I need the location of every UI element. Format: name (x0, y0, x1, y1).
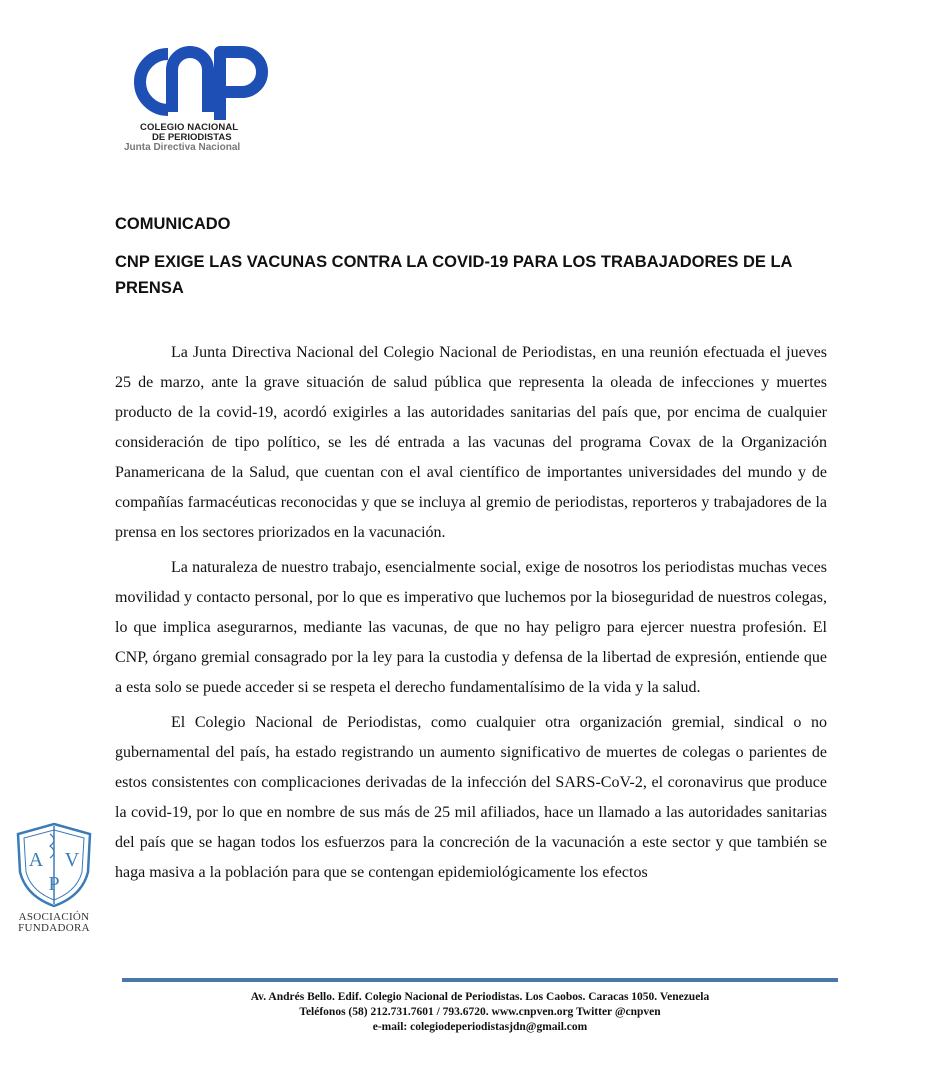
cnp-logo-graphic (120, 40, 280, 125)
avp-seal (10, 820, 98, 910)
document-body (115, 338, 827, 893)
avp-seal-icon (10, 820, 98, 910)
avp-letter-a: A (28, 849, 44, 871)
paragraph-1: La Junta Directiva Nacional del Colegio Nacional de Periodistas, en una reunión efectuada el jueves 25 de marzo, ante la grave situación de salud pública que representa la oleada de infecciones y muertes producto de la covid-19, acordó exigirles a las autoridades sanitarias del país que, por encima de cualquier consideración de tipo político, se les dé entrada a las vacunas del programa Covax de la Organización Panamericana de la Salud, que cuentan con el aval científico de importantes universidades del mundo y de compañías farmacéuticas reconocidas y que se incluya al gremio de periodistas, reporteros y trabajadores de la prensa en los sectores priorizados en la vacunación. (115, 344, 827, 541)
footer-divider (122, 978, 838, 982)
footer-address: Av. Andrés Bello. Edif. Colegio Nacional de Periodistas. Los Caobos. Caracas 1050. Venezuela (250, 991, 710, 1003)
logo-org-line2: DE PERIODISTAS (152, 132, 232, 143)
logo-org-line1: COLEGIO NACIONAL (140, 122, 239, 133)
avp-caption (6, 912, 102, 934)
footer-email: e-mail: colegiodeperiodistasjdn@gmail.com (372, 1021, 588, 1033)
avp-letter-v: V (64, 849, 80, 871)
document-label: COMUNICADO (115, 215, 231, 233)
footer (118, 990, 842, 1035)
logo-org-line3: Junta Directiva Nacional (124, 142, 241, 153)
paragraph-2: La naturaleza de nuestro trabajo, esencialmente social, exige de nosotros los periodistas muchas veces movilidad y contacto personal, por lo que es imperativo que luchemos por la bioseguridad de nuestros colegas, lo que implica asegurarnos, mediante las vacunas, de que no hay peligro para ejercer nuestra profesión. El CNP, órgano gremial consagrado por la ley para la custodia y defensa de la libertad de expresión, entiende que a esta solo se puede acceder si se respeta el derecho fundamentalísimo de la vida y la salud. (115, 559, 827, 696)
avp-caption-line1: ASOCIACIÓN (18, 911, 90, 923)
avp-caption-line2: FUNDADORA (18, 922, 90, 934)
document-title: CNP EXIGE LAS VACUNAS CONTRA LA COVID-19 PARA LOS TRABAJADORES DE LA PRENSA (115, 253, 792, 297)
footer-contact: Teléfonos (58) 212.731.7601 / 793.6720. www.cnpven.org Twitter @cnpven (299, 1006, 661, 1018)
avp-letter-p: P (48, 873, 60, 895)
paragraph-3: El Colegio Nacional de Periodistas, como cualquier otra organización gremial, sindical o no gubernamental del país, ha estado registrando un aumento significativo de muertes de colegas o parientes de estos consistentes con complicaciones derivadas de la infección del SARS-CoV-2, el coronavirus que produce la covid-19, por lo que en nombre de sus más de 25 mil afiliados, hace un llamado a las autoridades sanitarias del país que se hagan todos los esfuerzos para la concreción de la vacunación a este sector y que también se haga masiva a la población para que se contengan epidemiológicamente los efectos (115, 714, 827, 881)
